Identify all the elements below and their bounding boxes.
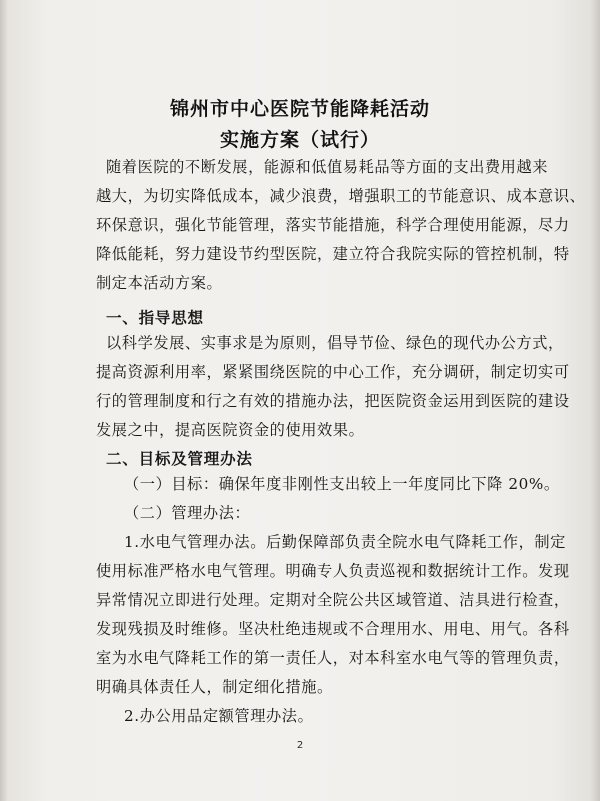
document-title-line2: 实施方案（试行） [219, 129, 380, 151]
section-heading-guiding-ideology: 一、指导思想 [106, 309, 204, 327]
method1-line: 使用标准严格水电气管理。明确专人负责巡视和数据统计工作。发现 [96, 562, 570, 580]
section1-line: 行的管理制度和行之有效的措施办法，把医院资金运用到医院的建设 [96, 392, 570, 410]
page-number: 2 [296, 740, 304, 751]
method1-line: 异常情况立即进行处理。定期对全院公共区域管道、洁具进行检查， [96, 591, 570, 609]
section1-line: 提高资源利用率，紧紧围绕医院的中心工作，充分调研，制定切实可 [96, 363, 570, 381]
method-heading: （二）管理办法： [124, 504, 251, 522]
intro-line: 越大，为切实降低成本，减少浪费，增强职工的节能意识、成本意识、 [96, 187, 586, 205]
intro-line: 制定本活动方案。 [96, 274, 223, 292]
document-title-line1: 锦州市中心医院节能降耗活动 [169, 98, 430, 120]
goal-line: （一）目标：确保年度非刚性支出较上一年度同比下降 20%。 [124, 475, 560, 493]
intro-line: 环保意识，强化节能管理，落实节能措施，科学合理使用能源，尽力 [96, 216, 570, 234]
method1-line: 发现残损及时维修。坚决杜绝违规或不合理用水、用电、用气。各科 [96, 620, 570, 638]
method2-line: 2.办公用品定额管理办法。 [124, 707, 314, 725]
method1-line: 1.水电气管理办法。后勤保障部负责全院水电气降耗工作，制定 [124, 533, 566, 551]
section1-line: 发展之中，提高医院资金的使用效果。 [96, 421, 365, 439]
method1-line: 室为水电气降耗工作的第一责任人，对本科室水电气等的管理负责， [96, 649, 570, 667]
intro-line: 降低能耗，努力建设节约型医院，建立符合我院实际的管控机制，特 [96, 245, 570, 263]
method1-line: 明确具体责任人，制定细化措施。 [96, 678, 333, 696]
intro-line: 随着医院的不断发展，能源和低值易耗品等方面的支出费用越来 [106, 158, 549, 176]
section1-line: 以科学发展、实事求是为原则，倡导节俭、绿色的现代办公方式， [106, 334, 564, 352]
section-heading-goals-and-methods: 二、目标及管理办法 [106, 450, 253, 468]
